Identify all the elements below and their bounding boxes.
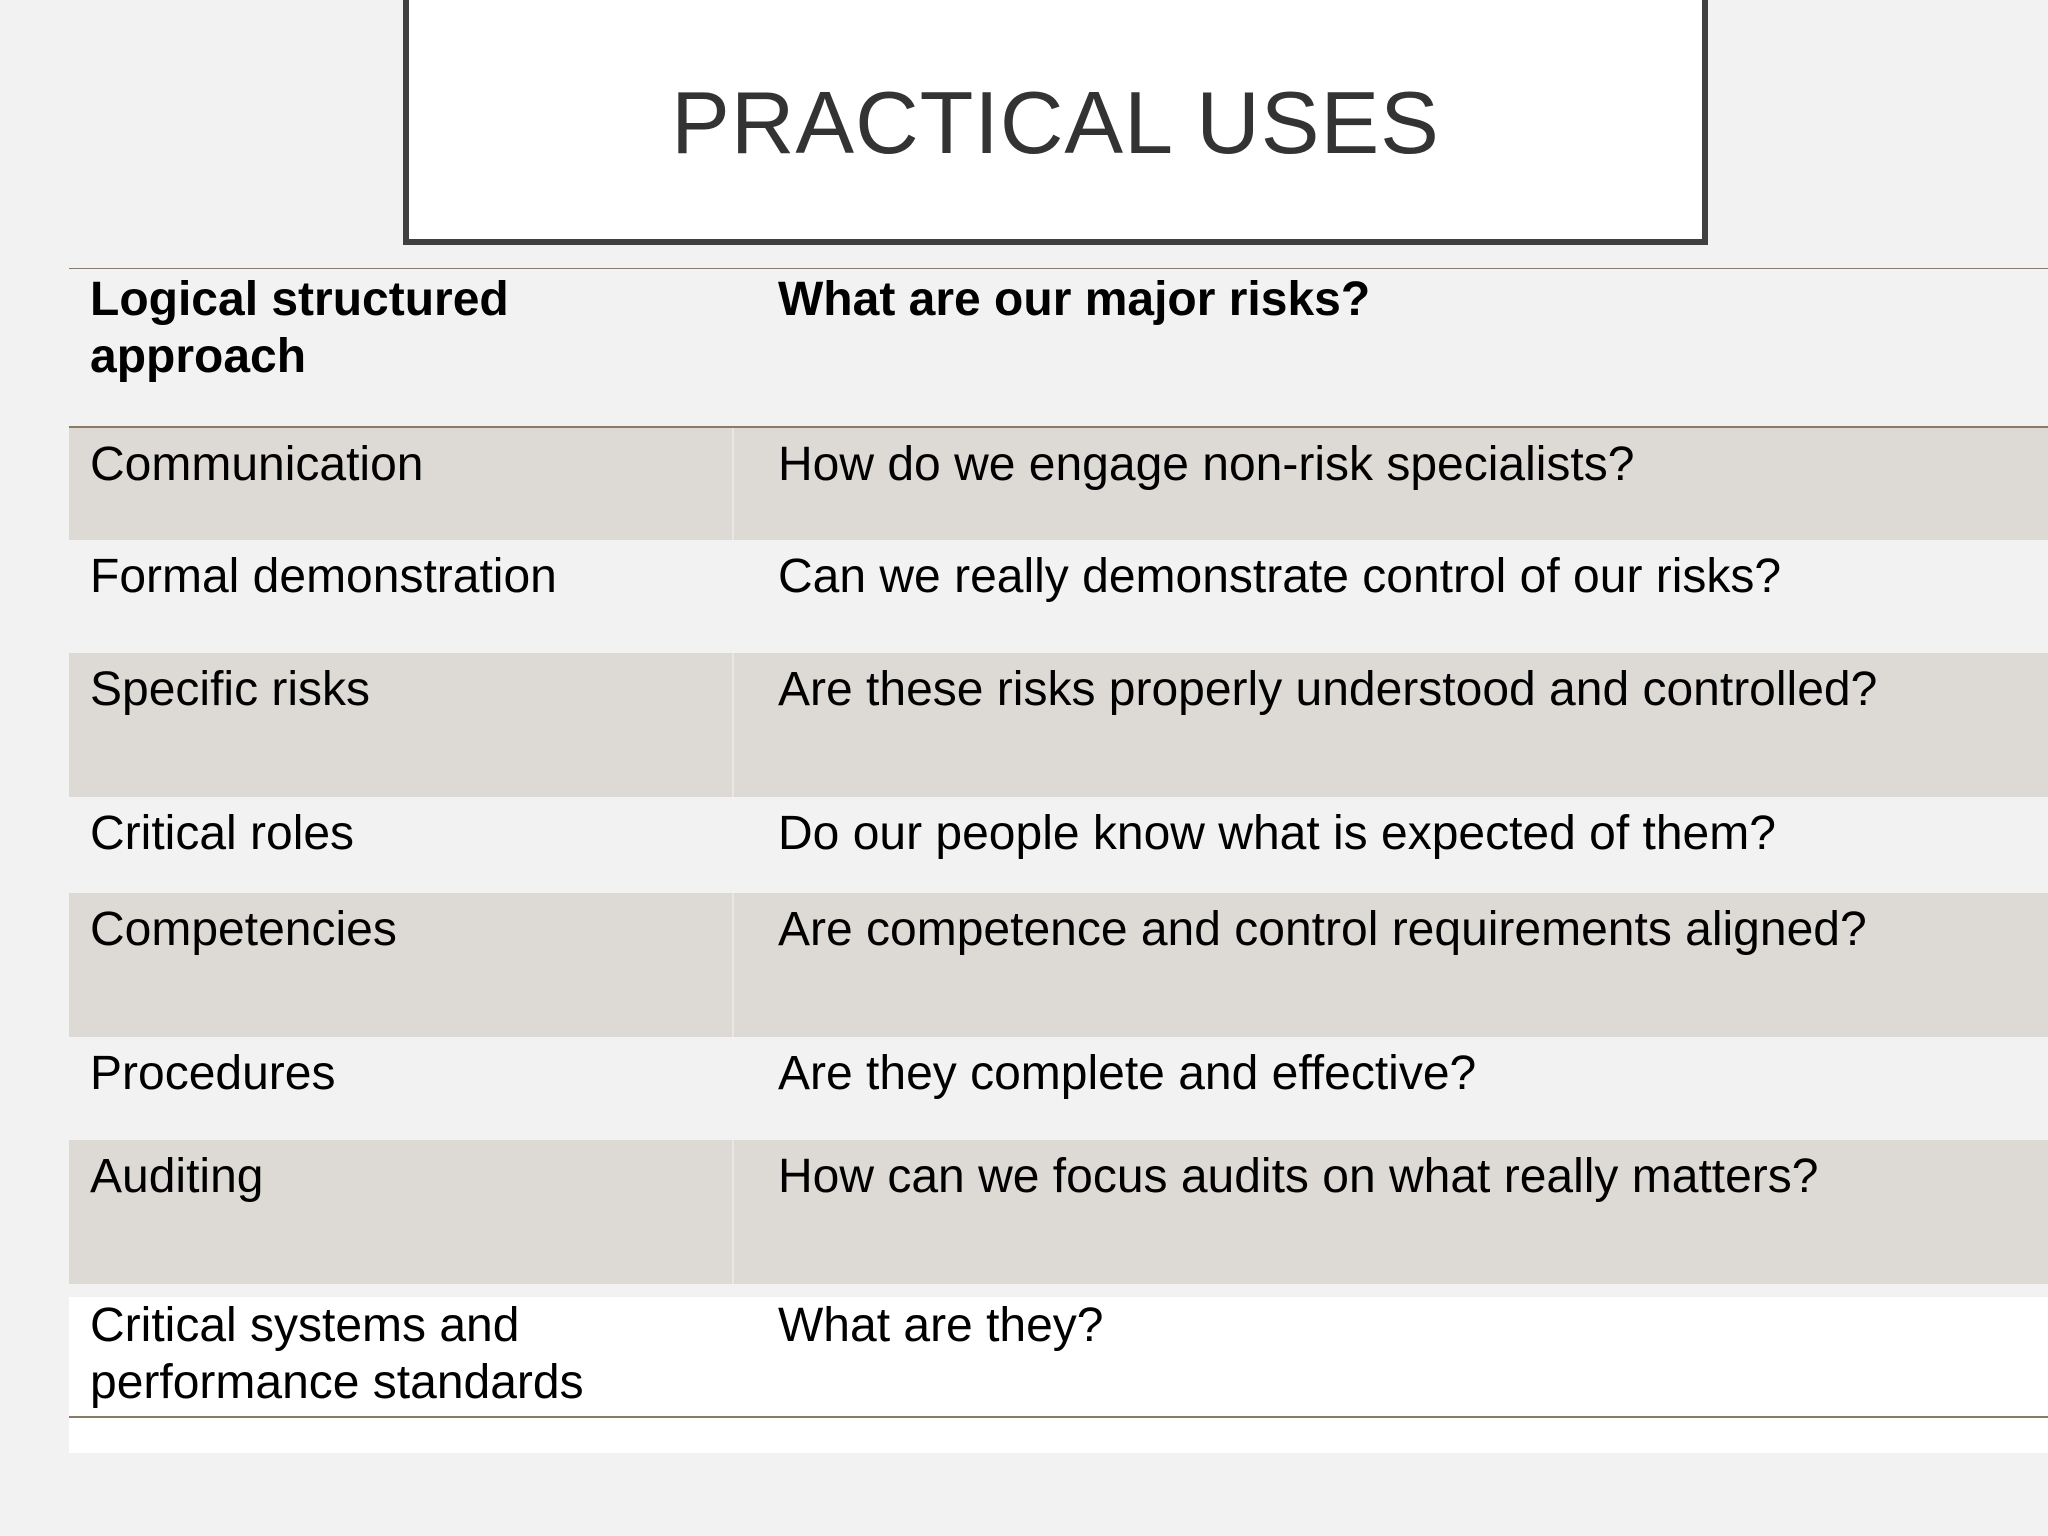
header-cell-question: What are our major risks? [778, 273, 1371, 326]
row-label: Critical systems and performance standards [90, 1299, 584, 1409]
row-question: Are they complete and effective? [778, 1047, 1477, 1100]
row-question: How do we engage non-risk specialists? [778, 438, 1635, 491]
row-label: Specific risks [69, 653, 734, 797]
table-row [69, 428, 2048, 540]
row-label: Formal demonstration [90, 550, 557, 603]
header-cell-approach: Logical structured approach [90, 273, 509, 383]
practical-uses-table-lower [69, 1037, 2048, 1443]
row-label: Auditing [69, 1140, 734, 1284]
row-question: Do our people know what is expected of them? [778, 807, 1776, 860]
row-question: Are competence and control requirements aligned? [778, 903, 1867, 956]
header-bottom-rule [69, 426, 2048, 428]
slide-title: PRACTICAL USES [671, 72, 1440, 172]
table-row [69, 540, 2048, 653]
row-question: How can we focus audits on what really matters? [778, 1150, 1819, 1203]
slide-title-box [403, 0, 1708, 245]
row-question: Can we really demonstrate control of our risks? [778, 550, 1782, 603]
table-header-row [69, 269, 2048, 427]
row-label: Competencies [69, 893, 734, 1037]
row-question: Are these risks properly understood and controlled? [778, 663, 1878, 716]
table-bottom-rule [69, 1416, 2048, 1418]
row-label: Critical roles [90, 807, 355, 860]
row-label: Procedures [90, 1047, 336, 1100]
table-row [69, 893, 2048, 1037]
table-row [69, 1297, 2048, 1453]
row-question: What are they? [778, 1299, 1104, 1352]
table-row [69, 797, 2048, 893]
table-row [69, 1140, 2048, 1284]
table-row [69, 1037, 2048, 1140]
row-label: Communication [69, 428, 734, 540]
table-row [69, 653, 2048, 797]
